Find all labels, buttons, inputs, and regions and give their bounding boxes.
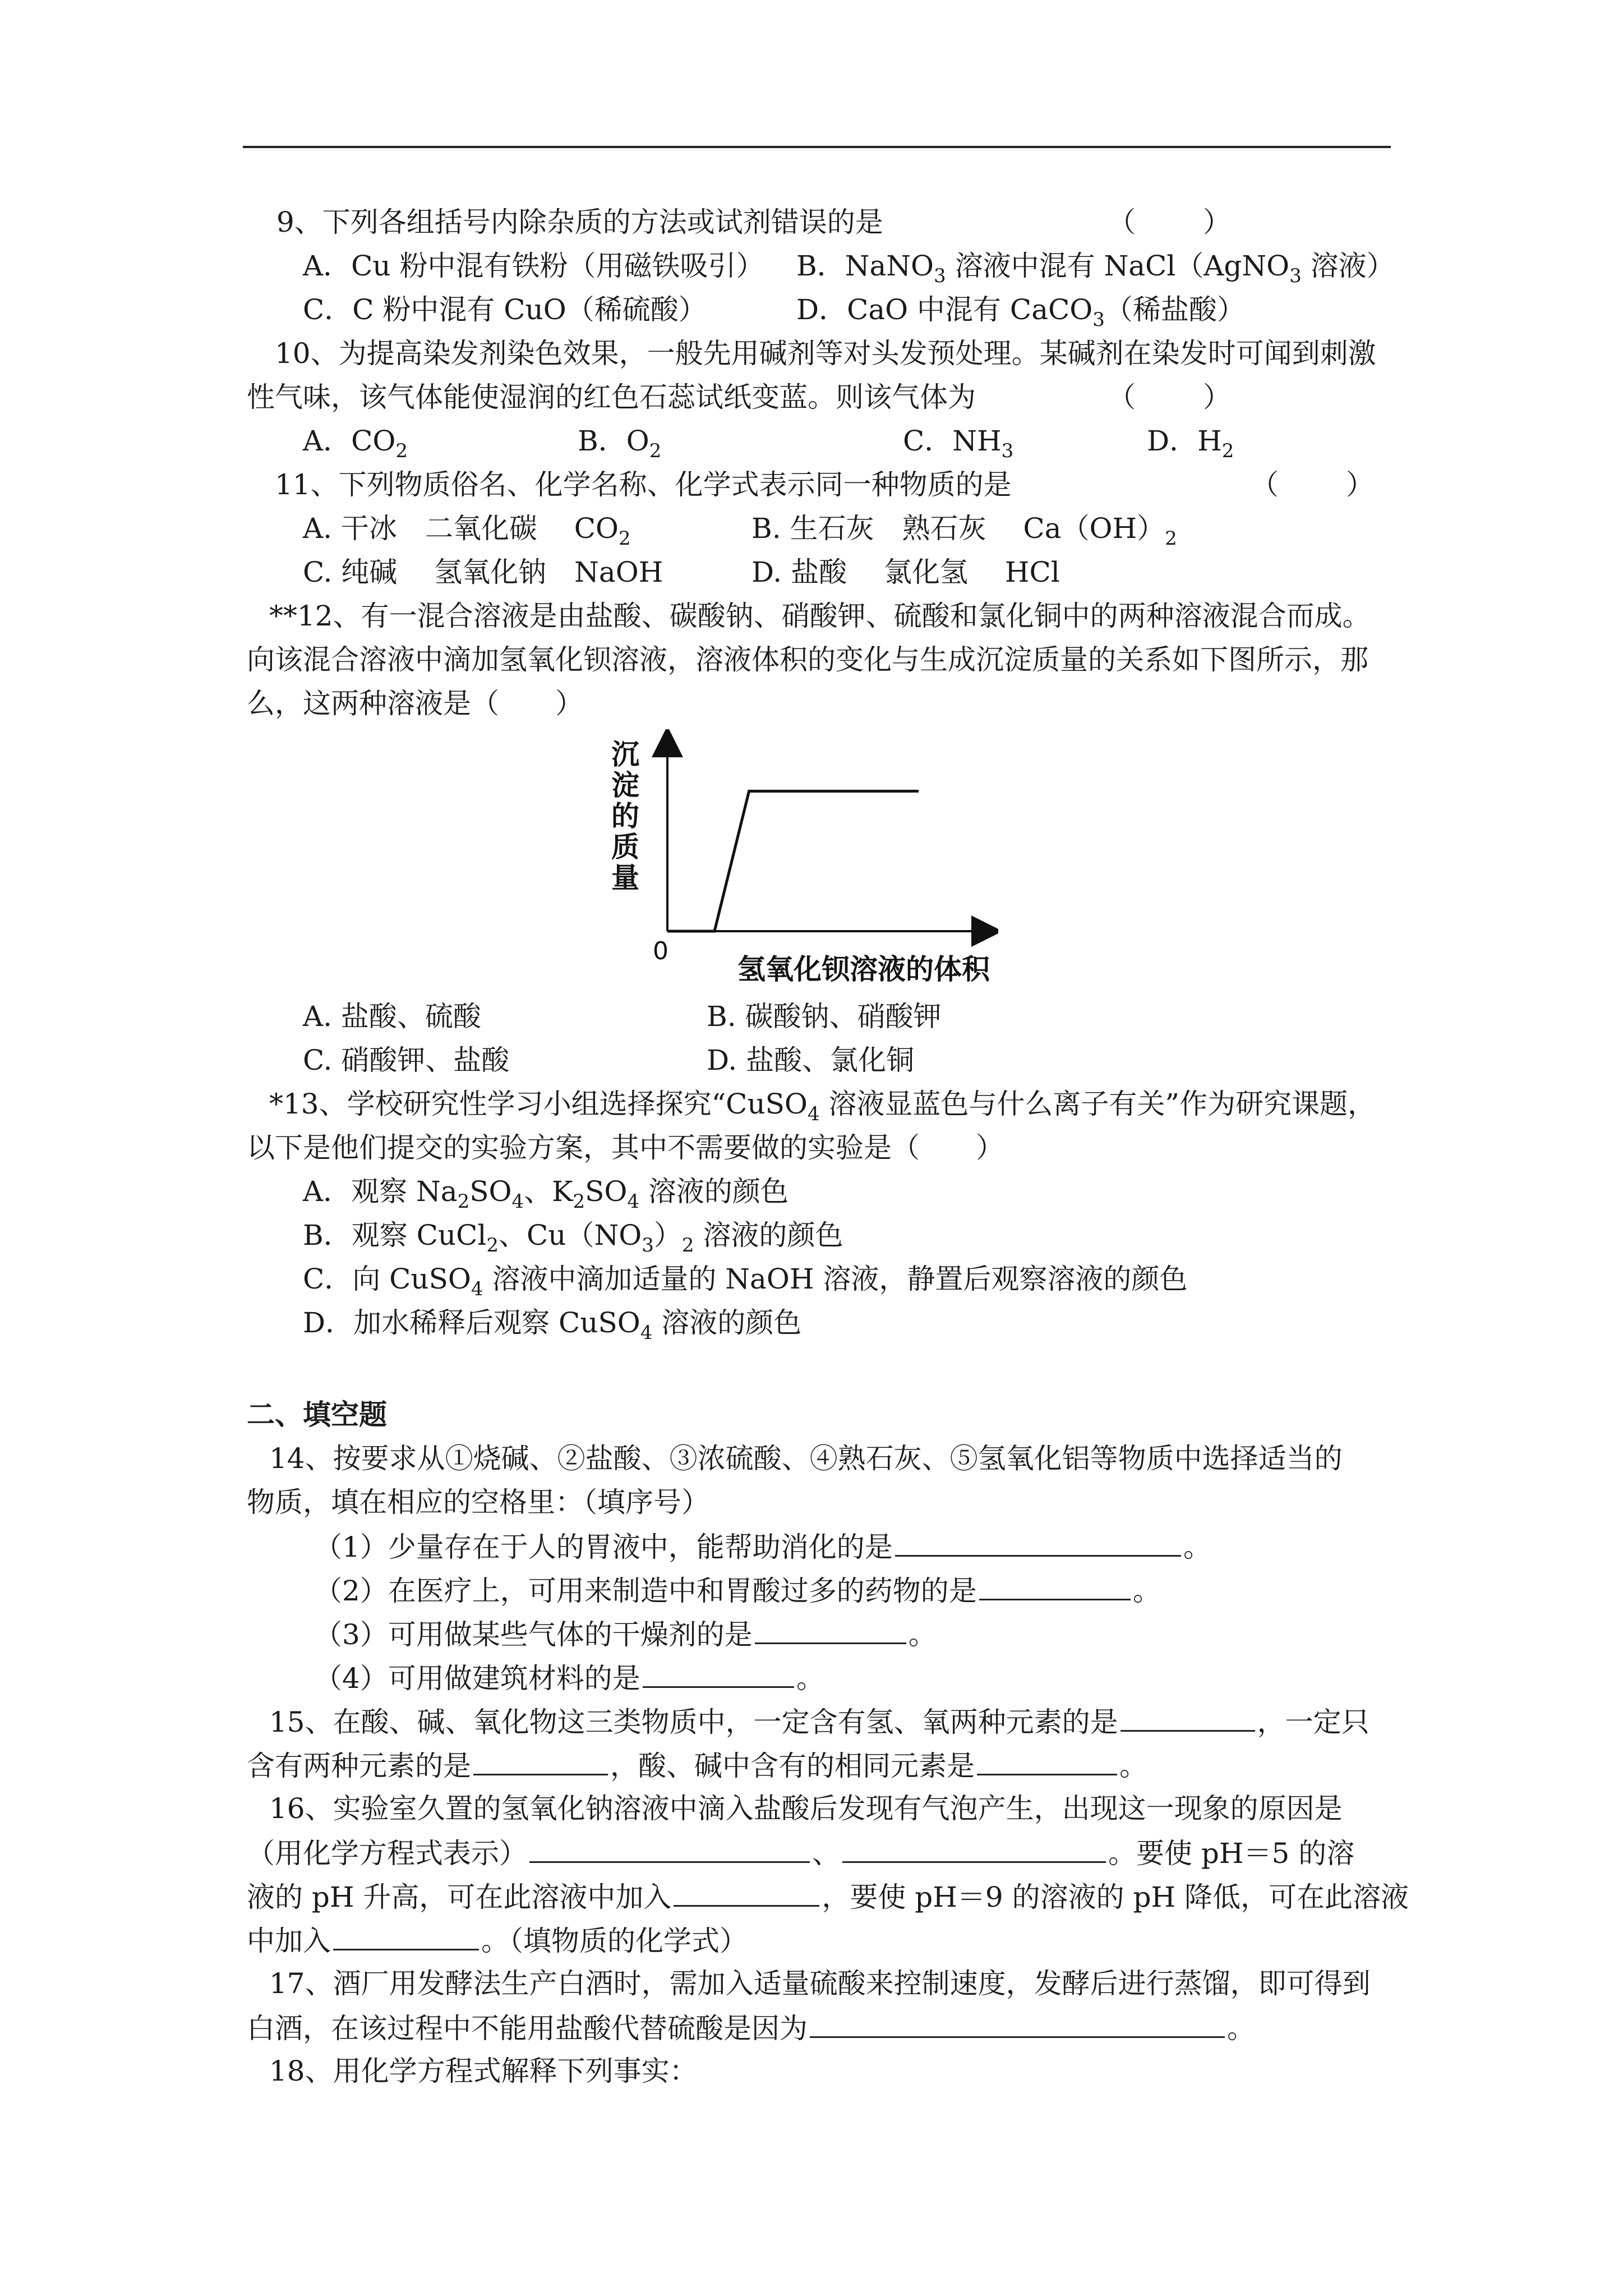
q11-option-a: A. 干冰 二氧化碳 $CO_2$ [303, 512, 631, 550]
q12-option-d: D. 盐酸、氯化铜 [707, 1044, 915, 1076]
q16-blank-1[interactable] [529, 1834, 810, 1863]
q11-answer-paren: （ ） [1251, 468, 1374, 501]
q10-stem-line2: 性气味，该气体能使湿润的红色石蕊试纸变蓝。则该气体为 [247, 381, 976, 413]
q12-option-a: A. 盐酸、硫酸 [303, 1000, 481, 1033]
q9-answer-paren: （ ） [1108, 206, 1231, 238]
q16-blank-4[interactable] [333, 1922, 479, 1950]
q14-sub-1: （1）少量存在于人的胃液中，能帮助消化的是 。 [314, 1528, 1211, 1564]
x-axis-label: 氢氧化钡溶液的体积 [737, 953, 990, 986]
q14-blank-2[interactable] [979, 1572, 1131, 1600]
y-axis-label-char: 质 [611, 831, 639, 863]
q15-blank-1[interactable] [1121, 1703, 1255, 1732]
section-title: 二、填空题 [247, 1398, 387, 1431]
q10-stem-line1: 10、为提高染发剂染色效果，一般先用碱剂等对头发预处理。某碱剂在染发时可闻到刺激 [275, 337, 1376, 370]
q13-option-c: C．向 CuSO$_4$ 溶液中滴加适量的 NaOH 溶液，静置后观察溶液的颜色 [303, 1263, 1188, 1300]
q9-option-a: A．Cu 粉中混有铁粉（用磁铁吸引） [303, 250, 764, 282]
q14-stem-line2: 物质，填在相应的空格里：（填序号） [247, 1486, 709, 1519]
q11-option-c: C. 纯碱 氢氧化钠 NaOH [303, 556, 663, 588]
q15-line2: 含有两种元素的是 ，酸、碱中含有的相同元素是 。 [247, 1747, 1147, 1783]
y-axis-label-char: 沉 [611, 738, 639, 771]
q18-line1: 18、用化学方程式解释下列事实： [269, 2055, 698, 2087]
q9-option-c: C．C 粉中混有 CuO（稀硫酸） [303, 293, 707, 326]
y-axis-label-char: 的 [611, 800, 639, 832]
q9-stem: 9、下列各组括号内除杂质的方法或试剂错误的是 [276, 206, 883, 238]
series-line [667, 791, 919, 931]
q14-sub-3: （3）可用做某些气体的干燥剂的是 。 [314, 1616, 937, 1651]
y-axis-label-char: 量 [611, 862, 639, 894]
y-axis-label [611, 738, 639, 894]
q9-option-d: D．CaO 中混有 CaCO$_3$（稀盐酸） [796, 293, 1245, 331]
q14-blank-3[interactable] [755, 1616, 906, 1644]
q10-option-d: D．$H_2$ [1147, 425, 1234, 462]
y-axis-label-char: 淀 [611, 769, 639, 802]
q12-stem-line1: **12、有一混合溶液是由盐酸、碳酸钠、硝酸钾、硫酸和氯化铜中的两种溶液混合而成。 [269, 600, 1371, 632]
q10-answer-paren: （ ） [1108, 381, 1231, 413]
q16-line4: 中加入 。（填物质的化学式） [247, 1922, 748, 1958]
q12-stem-line3: 么，这两种溶液是（ ） [247, 687, 583, 720]
q15-blank-2[interactable] [473, 1747, 608, 1775]
q16-line3: 液的 pH 升高，可在此溶液中加入 ，要使 pH＝9 的溶液的 pH 降低，可在此溶液 [247, 1878, 1409, 1914]
q10-option-c: C．$NH_3$ [903, 425, 1014, 462]
q15-line1: 15、在酸、碱、氧化物这三类物质中，一定含有氢、氧两种元素的是 ，一定只 [269, 1703, 1370, 1739]
q12-stem-line2: 向该混合溶液中滴加氢氧化钡溶液，溶液体积的变化与生成沉淀质量的关系如下图所示，那 [247, 643, 1368, 676]
q10-option-a: A．$CO_2$ [303, 425, 408, 462]
q16-line2: （用化学方程式表示） 、 。要使 pH＝5 的溶 [247, 1834, 1354, 1870]
header-rule [243, 146, 1391, 148]
q17-blank-1[interactable] [810, 2009, 1225, 2038]
precipitate-chart [594, 729, 998, 987]
origin-label: 0 [653, 937, 668, 965]
q10-option-b: B．$O_2$ [578, 425, 662, 462]
q11-option-b: B. 生石灰 熟石灰 $Ca(OH)_2$ [751, 512, 1177, 550]
q14-sub-4: （4）可用做建筑材料的是 。 [314, 1659, 824, 1695]
q11-option-d: D. 盐酸 氯化氢 HCl [751, 556, 1060, 588]
q12-option-c: C. 硝酸钾、盐酸 [303, 1044, 510, 1076]
q14-stem-line1: 14、按要求从①烧碱、②盐酸、③浓硫酸、④熟石灰、⑤氢氧化铝等物质中选择适当的 [269, 1442, 1343, 1475]
q16-blank-2[interactable] [842, 1834, 1106, 1863]
q17-line2: 白酒，在该过程中不能用盐酸代替硫酸是因为 。 [247, 2009, 1255, 2045]
q16-blank-3[interactable] [674, 1878, 819, 1907]
q12-option-b: B. 碳酸钠、硝酸钾 [707, 1000, 942, 1033]
q14-sub-2: （2）在医疗上，可用来制造中和胃酸过多的药物的是 。 [314, 1572, 1161, 1608]
q11-stem: 11、下列物质俗名、化学名称、化学式表示同一种物质的是 [275, 468, 1012, 501]
q17-line1: 17、酒厂用发酵法生产白酒时，需加入适量硫酸来控制速度，发酵后进行蒸馏，即可得到 [269, 1967, 1371, 2000]
q14-blank-4[interactable] [643, 1659, 794, 1688]
q13-stem-line1: *13、学校研究性学习小组选择探究“CuSO$_4$ 溶液显蓝色与什么离子有关”作为研究课题， [269, 1088, 1376, 1125]
q13-stem-line2: 以下是他们提交的实验方案，其中不需要做的实验是（ ） [247, 1131, 1004, 1164]
q13-option-d: D．加水稀释后观察 CuSO$_4$ 溶液的颜色 [303, 1306, 802, 1344]
q15-blank-3[interactable] [977, 1747, 1117, 1775]
q9-option-b: B．NaNO$_3$ 溶液中混有 NaCl（AgNO$_3$ 溶液） [796, 250, 1395, 287]
q13-option-b: B．观察 CuCl$_2$、$Cu(NO_3)_2$ 溶液的颜色 [303, 1219, 843, 1257]
q14-blank-1[interactable] [895, 1528, 1181, 1557]
q13-option-a: A．观察 $Na_2SO_4$、$K_2SO_4$ 溶液的颜色 [303, 1175, 789, 1213]
q16-line1: 16、实验室久置的氢氧化钠溶液中滴入盐酸后发现有气泡产生，出现这一现象的原因是 [269, 1792, 1343, 1825]
